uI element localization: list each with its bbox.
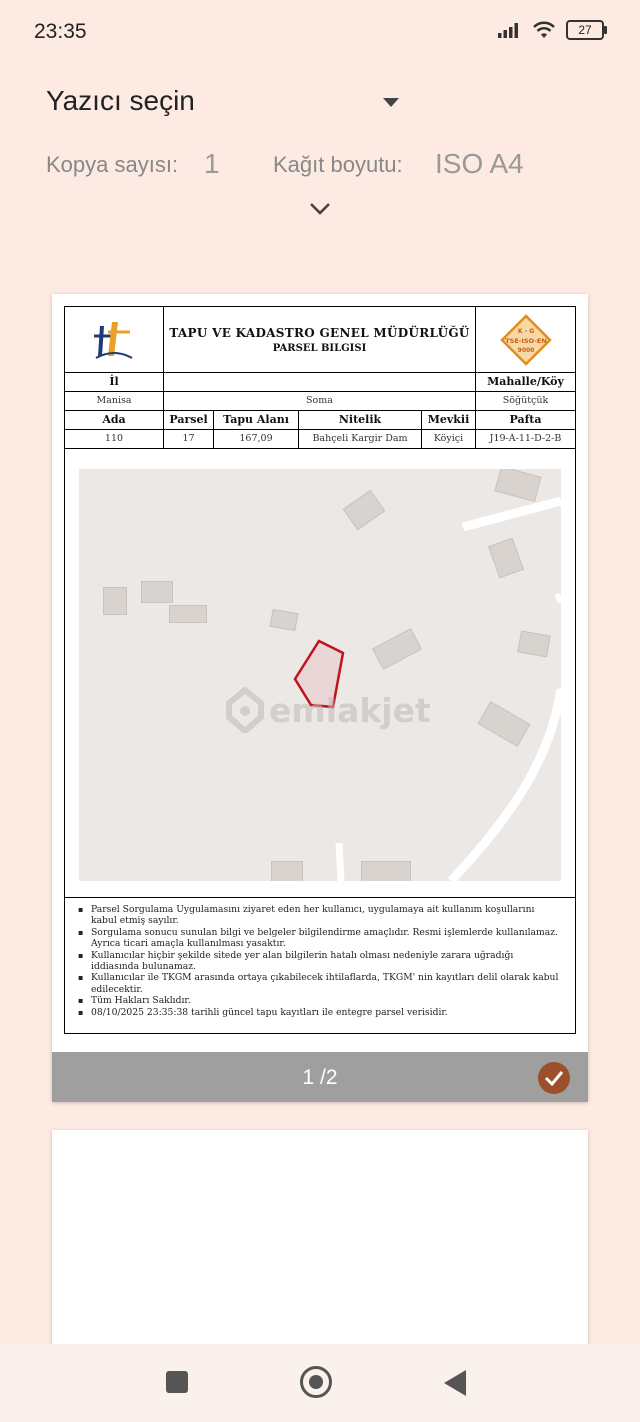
home-icon[interactable] (300, 1366, 332, 1398)
battery-icon: 27 (566, 20, 604, 40)
print-options-panel (0, 60, 640, 242)
iso-stamp-icon (476, 307, 575, 372)
parcel-outline (79, 469, 561, 881)
copies-value[interactable]: 1 (204, 148, 220, 179)
parcel-map (79, 469, 561, 881)
wifi-icon (532, 21, 556, 39)
note-item: ▪ 08/10/2025 23:35:38 tarihli güncel tapu kayıtları ile entegre parsel verisidir. (89, 1007, 563, 1018)
back-icon[interactable] (444, 1370, 466, 1396)
paper-size-label: Kağıt boyutu: (273, 152, 403, 177)
status-bar (0, 0, 640, 60)
location-label-row (65, 372, 575, 392)
il-value: Manisa (65, 391, 164, 410)
header-tapu-alani: Tapu Alanı (214, 410, 299, 429)
value-mevkii: Köyiçi (422, 429, 476, 448)
value-nitelik: Bahçeli Kargir Dam (299, 429, 422, 448)
chevron-down-icon[interactable] (309, 202, 331, 216)
location-value-row (65, 391, 575, 411)
print-preview[interactable] (0, 242, 640, 1344)
copies-label: Kopya sayısı: (46, 152, 179, 177)
status-icons (498, 20, 604, 40)
il-label: İl (65, 372, 164, 391)
note-item: ▪ Kullanıcılar ile TKGM arasında ortaya çıkabilecek ihtilaflarda, TKGM' nin kayıtları delil olarak kabul edilecektir. (89, 972, 563, 995)
parcel-document (64, 306, 576, 1034)
header-nitelik: Nitelik (299, 410, 422, 429)
mahalle-value: Söğütçük (502, 395, 549, 406)
note-item: ▪ Sorgulama sonucu sunulan bilgi ve belgeler bilgilendirme amaçlıdır. Resmi işlemlerde kullanılamaz. Ayrıca ticari amaçla kullanılması yasaktır. (89, 927, 563, 950)
document-title-cell (164, 307, 476, 372)
page-indicator-bar[interactable] (52, 1052, 588, 1102)
page-number: 1 /2 (302, 1066, 338, 1089)
dropdown-arrow-icon[interactable] (383, 98, 399, 107)
printer-select[interactable]: Yazıcı seçin (46, 85, 195, 116)
disclaimer-notes (65, 897, 575, 1033)
note-item: ▪ Parsel Sorgulama Uygulamasını ziyaret eden her kullanıcı, uygulamaya ait kullanım koşullarını kabul etmiş sayılır. (89, 904, 563, 927)
value-ada: 110 (65, 429, 164, 448)
paper-size-value[interactable]: ISO A4 (435, 148, 524, 179)
value-tapu-alani: 167,09 (214, 429, 299, 448)
header-pafta: Pafta (509, 413, 542, 426)
svg-text:K - G: K - G (517, 327, 534, 335)
note-item: ▪ Tüm Hakları Saklıdır. (89, 995, 563, 1006)
mahalle-label: Mahalle/Köy (487, 375, 564, 388)
svg-text:TSE-ISO-EN: TSE-ISO-EN (504, 336, 547, 345)
value-parsel: 17 (164, 429, 214, 448)
value-pafta: J19-A-11-D-2-B (489, 433, 562, 444)
preview-page-1[interactable] (52, 294, 588, 1102)
tkgm-logo (65, 307, 164, 372)
document-subtitle: PARSEL BILGISI (272, 342, 367, 354)
header-ada: Ada (65, 410, 164, 429)
parcel-table-header (65, 410, 575, 430)
recents-icon[interactable] (166, 1371, 188, 1393)
clock: 23:35 (34, 20, 87, 43)
svg-text:9000: 9000 (517, 346, 534, 354)
map-pin-icon (225, 687, 265, 733)
watermark-text: emlakjet (269, 690, 431, 730)
note-item: ▪ Kullanıcılar hiçbir şekilde sitede yer alan bilgilerin hatalı olması nedeniyle zarara uğradığı iddiasında bulunamaz. (89, 950, 563, 973)
system-nav-bar (0, 1344, 640, 1422)
document-title: TAPU VE KADASTRO GENEL MÜDÜRLÜĞÜ (169, 325, 470, 340)
watermark (225, 687, 431, 733)
document-header (65, 307, 575, 373)
signal-icon (498, 22, 522, 38)
parcel-table-row (65, 429, 575, 449)
page-selected-check-icon[interactable] (538, 1062, 570, 1094)
preview-page-2[interactable] (52, 1130, 588, 1360)
ilce-value: Soma (164, 391, 476, 410)
header-parsel: Parsel (164, 410, 214, 429)
ilce-label-cell (164, 372, 476, 391)
header-mevkii: Mevkii (422, 410, 476, 429)
